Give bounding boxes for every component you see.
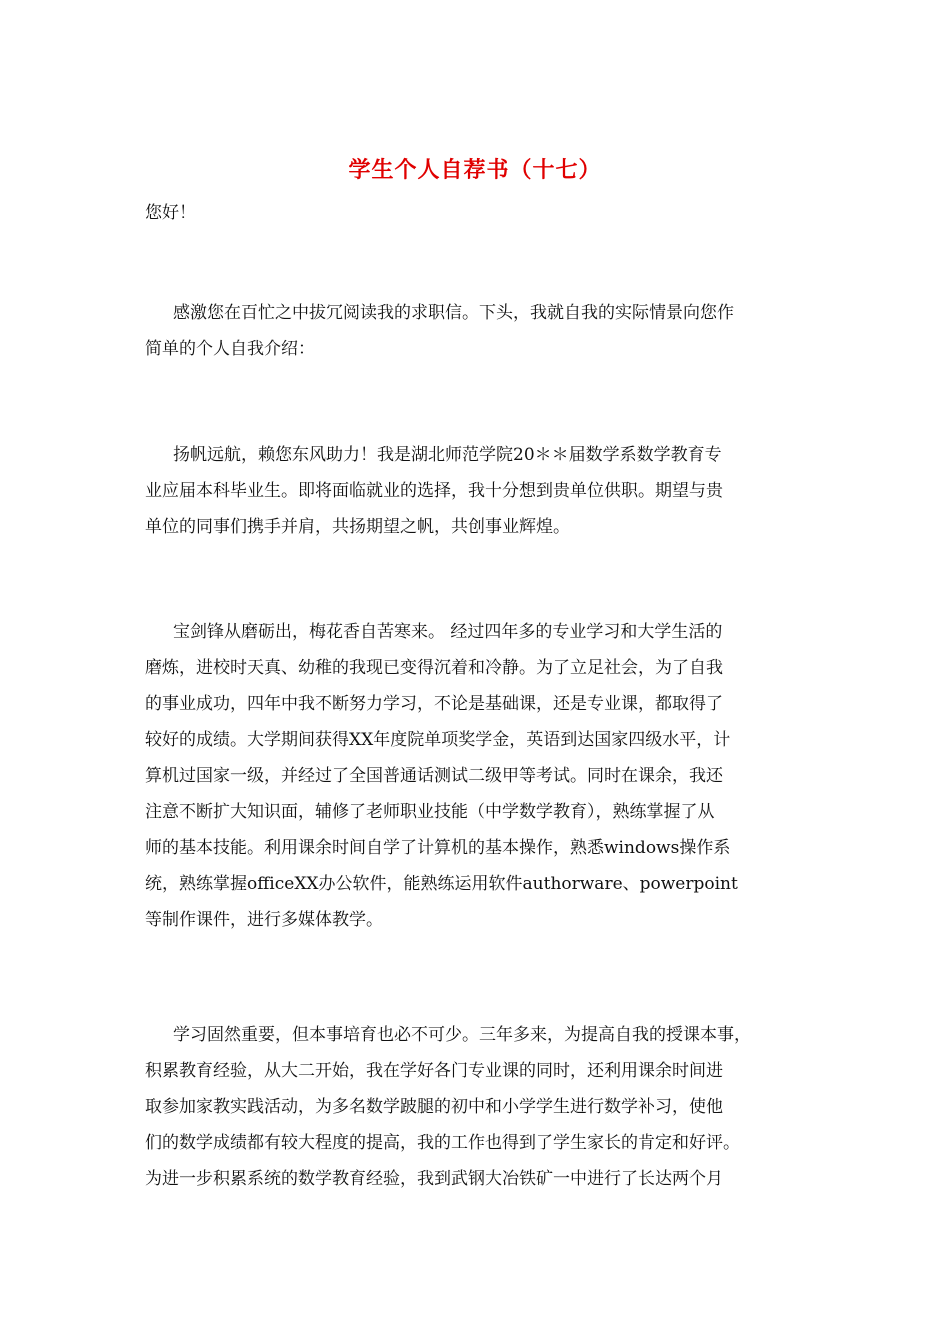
paragraph-line: 们的数学成绩都有较大程度的提高，我的工作也得到了学生家长的肯定和好评。 [145,1133,740,1153]
paragraph-line: 为进一步积累系统的数学教育经验，我到武钢大冶铁矿一中进行了长达两个月 [145,1169,723,1189]
paragraph-line: 算机过国家一级，并经过了全国普通话测试二级甲等考试。同时在课余，我还 [145,766,723,786]
paragraph-background [145,437,815,545]
paragraph-line: 单位的同事们携手并肩，共扬期望之帆，共创事业辉煌。 [145,517,570,537]
paragraph-line: 磨炼，进校时天真、幼稚的我现已变得沉着和冷静。为了立足社会，为了自我 [145,658,723,678]
paragraph-practice [145,1017,815,1197]
paragraph-line: 等制作课件，进行多媒体教学。 [145,910,383,930]
document-title: 学生个人自荐书（十七） [348,157,602,183]
paragraph-line: 统，熟练掌握officeXX办公软件，能熟练运用软件authorware、powerpoint [145,874,738,894]
paragraph-line: 简单的个人自我介绍： [145,339,315,359]
paragraph-line: 取参加家教实践活动，为多名数学跛腿的初中和小学学生进行数学补习，使他 [145,1097,723,1117]
paragraph-line: 业应届本科毕业生。即将面临就业的选择，我十分想到贵单位供职。期望与贵 [145,481,723,501]
paragraph-line: 师的基本技能。利用课余时间自学了计算机的基本操作，熟悉windows操作系 [145,838,731,858]
paragraph-line: 扬帆远航，赖您东风助力！我是湖北师范学院20＊＊届数学系数学教育专 [173,445,722,465]
paragraph-line: 注意不断扩大知识面，辅修了老师职业技能（中学数学教育），熟练掌握了从 [145,802,715,822]
paragraph-line: 积累教育经验，从大二开始，我在学好各门专业课的同时，还利用课余时间进 [145,1061,723,1081]
paragraph-line: 较好的成绩。大学期间获得XX年度院单项奖学金，英语到达国家四级水平，计 [145,730,731,750]
paragraph-line: 的事业成功，四年中我不断努力学习，不论是基础课，还是专业课，都取得了 [145,694,723,714]
paragraph-line: 感激您在百忙之中拔冗阅读我的求职信。下头，我就自我的实际情景向您作 [173,303,734,323]
paragraph-line: 学习固然重要，但本事培育也必不可少。三年多来，为提高自我的授课本事， [173,1025,751,1045]
paragraph-introduction [145,295,815,367]
greeting: 您好！ [145,203,196,223]
paragraph-studies [145,614,815,938]
paragraph-line: 宝剑锋从磨砺出，梅花香自苦寒来。 经过四年多的专业学习和大学生活的 [173,622,723,642]
